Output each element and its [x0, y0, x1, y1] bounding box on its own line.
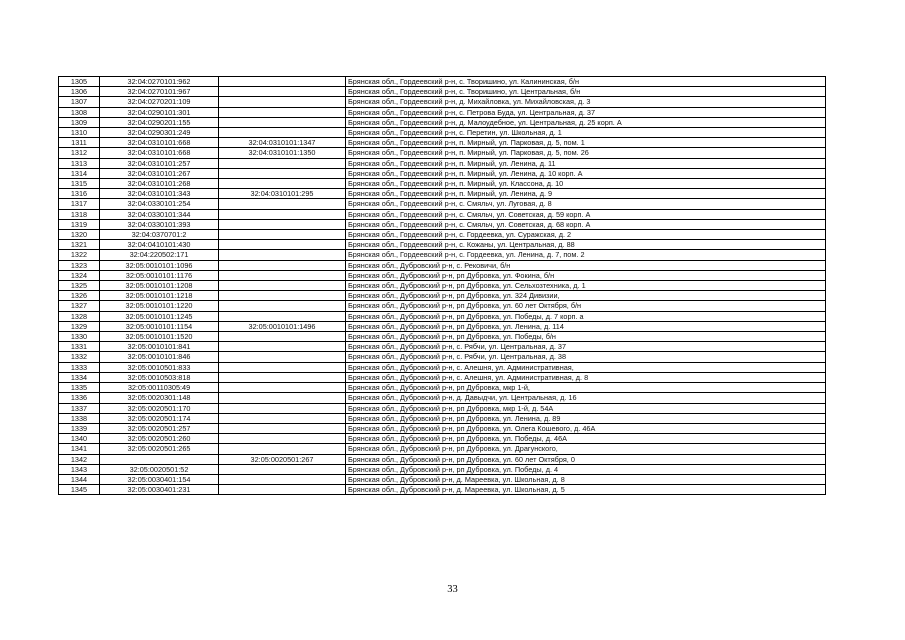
row-number-cell: 1324: [59, 270, 100, 280]
address-cell: Брянская обл., Гордеевский р-н, с. Петрова Буда, ул. Центральная, д. 37: [346, 107, 826, 117]
cadastral-number-cell: 32:05:0020501:174: [100, 413, 219, 423]
row-number-cell: 1306: [59, 87, 100, 97]
address-cell: Брянская обл., Дубровский р-н, рп Дубровка, ул. Ленина, д. 114: [346, 321, 826, 331]
cadastral-number-cell: 32:05:0010101:1096: [100, 260, 219, 270]
cadastral-number-cell: 32:05:0020501:170: [100, 403, 219, 413]
secondary-cadastral-number-cell: [219, 485, 346, 495]
row-number-cell: 1343: [59, 464, 100, 474]
row-number-cell: 1340: [59, 434, 100, 444]
table-row: [59, 199, 826, 209]
cadastral-number-cell: 32:04:0310101:343: [100, 189, 219, 199]
cadastral-number-cell: 32:04:0330101:393: [100, 219, 219, 229]
cadastral-number-cell: 32:05:0010503:818: [100, 372, 219, 382]
table-row: [59, 219, 826, 229]
address-cell: Брянская обл., Гордеевский р-н, п. Мирный, ул. Ленина, д. 11: [346, 158, 826, 168]
row-number-cell: 1318: [59, 209, 100, 219]
cadastral-number-cell: 32:04:0370701:2: [100, 230, 219, 240]
table-row: [59, 362, 826, 372]
cadastral-number-cell: 32:04:0310101:668: [100, 138, 219, 148]
cadastral-number-cell: 32:05:0010101:1218: [100, 291, 219, 301]
address-cell: Брянская обл., Гордеевский р-н, с. Творишино, ул. Калининская, б/н: [346, 77, 826, 87]
secondary-cadastral-number-cell: [219, 219, 346, 229]
address-cell: Брянская обл., Гордеевский р-н, п. Мирный, ул. Ленина, д. 10 корп. А: [346, 168, 826, 178]
row-number-cell: 1338: [59, 413, 100, 423]
row-number-cell: 1305: [59, 77, 100, 87]
cadastral-number-cell: 32:05:0010101:1520: [100, 332, 219, 342]
address-cell: Брянская обл., Дубровский р-н, рп Дубровка, ул. Сельхозтехника, д. 1: [346, 281, 826, 291]
table-row: [59, 97, 826, 107]
address-cell: Брянская обл., Гордеевский р-н, д. Малоудебное, ул. Центральная, д. 25 корп. А: [346, 117, 826, 127]
table-row: [59, 209, 826, 219]
address-cell: Брянская обл., Дубровский р-н, рп Дубровка, ул. Победы, б/н: [346, 332, 826, 342]
secondary-cadastral-number-cell: [219, 403, 346, 413]
cadastral-number-cell: 32:05:0010101:1154: [100, 321, 219, 331]
secondary-cadastral-number-cell: [219, 199, 346, 209]
secondary-cadastral-number-cell: [219, 117, 346, 127]
secondary-cadastral-number-cell: [219, 168, 346, 178]
secondary-cadastral-number-cell: [219, 352, 346, 362]
cadastral-number-cell: 32:04:0290201:155: [100, 117, 219, 127]
secondary-cadastral-number-cell: [219, 413, 346, 423]
secondary-cadastral-number-cell: [219, 260, 346, 270]
address-cell: Брянская обл., Гордеевский р-н, с. Кожаны, ул. Центральная, д. 88: [346, 240, 826, 250]
address-cell: Брянская обл., Дубровский р-н, с. Рябчи, ул. Центральная, д. 38: [346, 352, 826, 362]
secondary-cadastral-number-cell: [219, 434, 346, 444]
cadastral-number-cell: 32:05:0010101:841: [100, 342, 219, 352]
secondary-cadastral-number-cell: [219, 372, 346, 382]
secondary-cadastral-number-cell: [219, 444, 346, 454]
row-number-cell: 1331: [59, 342, 100, 352]
address-cell: Брянская обл., Дубровский р-н, д. Давыдчи, ул. Центральная, д. 16: [346, 393, 826, 403]
table-row: [59, 179, 826, 189]
row-number-cell: 1334: [59, 372, 100, 382]
address-cell: Брянская обл., Дубровский р-н, рп Дубровка, ул. 60 лет Октября, б/н: [346, 301, 826, 311]
address-cell: Брянская обл., Дубровский р-н, рп Дубровка, ул. Ленина, д. 89: [346, 413, 826, 423]
row-number-cell: 1337: [59, 403, 100, 413]
row-number-cell: 1314: [59, 168, 100, 178]
address-cell: Брянская обл., Гордеевский р-н, с. Перетин, ул. Школьная, д. 1: [346, 128, 826, 138]
table-row: [59, 138, 826, 148]
row-number-cell: 1332: [59, 352, 100, 362]
address-cell: Брянская обл., Гордеевский р-н, д. Михайловка, ул. Михайловская, д. 3: [346, 97, 826, 107]
cadastral-number-cell: 32:05:0020501:52: [100, 464, 219, 474]
cadastral-number-cell: 32:05:0010501:833: [100, 362, 219, 372]
table-row: [59, 240, 826, 250]
secondary-cadastral-number-cell: 32:04:0310101:295: [219, 189, 346, 199]
secondary-cadastral-number-cell: [219, 311, 346, 321]
secondary-cadastral-number-cell: [219, 281, 346, 291]
table-row: [59, 352, 826, 362]
address-cell: Брянская обл., Дубровский р-н, рп Дубровка, ул. Олега Кошевого, д. 46А: [346, 423, 826, 433]
address-cell: Брянская обл., Дубровский р-н, рп Дубровка, ул. Драгунского,: [346, 444, 826, 454]
row-number-cell: 1307: [59, 97, 100, 107]
cadastral-number-cell: 32:05:0020501:257: [100, 423, 219, 433]
address-cell: Брянская обл., Дубровский р-н, д. Мареевка, ул. Школьная, д. 5: [346, 485, 826, 495]
cadastral-number-cell: 32:04:0290301:249: [100, 128, 219, 138]
secondary-cadastral-number-cell: 32:05:0020501:267: [219, 454, 346, 464]
table-row: [59, 332, 826, 342]
table-row: [59, 250, 826, 260]
row-number-cell: 1315: [59, 179, 100, 189]
cadastral-number-cell: 32:05:0020501:265: [100, 444, 219, 454]
secondary-cadastral-number-cell: [219, 332, 346, 342]
table-row: [59, 281, 826, 291]
row-number-cell: 1322: [59, 250, 100, 260]
row-number-cell: 1311: [59, 138, 100, 148]
secondary-cadastral-number-cell: [219, 97, 346, 107]
table-row: [59, 230, 826, 240]
secondary-cadastral-number-cell: 32:04:0310101:1350: [219, 148, 346, 158]
cadastral-number-cell: 32:04:0310101:268: [100, 179, 219, 189]
address-cell: Брянская обл., Гордеевский р-н, п. Мирный, ул. Парковая, д. 5, пом. 26: [346, 148, 826, 158]
address-cell: Брянская обл., Гордеевский р-н, с. Творишино, ул. Центральная, б/н: [346, 87, 826, 97]
address-cell: Брянская обл., Дубровский р-н, рп Дубровка, ул. Фокина, б/н: [346, 270, 826, 280]
cadastral-number-cell: [100, 454, 219, 464]
address-cell: Брянская обл., Гордеевский р-н, с. Гордеевка, ул. Ленина, д. 7, пом. 2: [346, 250, 826, 260]
secondary-cadastral-number-cell: 32:04:0310101:1347: [219, 138, 346, 148]
row-number-cell: 1312: [59, 148, 100, 158]
cadastral-number-cell: 32:05:0020501:260: [100, 434, 219, 444]
address-cell: Брянская обл., Дубровский р-н, рп Дубровка, ул. Победы, д. 46А: [346, 434, 826, 444]
property-registry-table: [58, 76, 826, 495]
secondary-cadastral-number-cell: [219, 128, 346, 138]
row-number-cell: 1319: [59, 219, 100, 229]
secondary-cadastral-number-cell: [219, 393, 346, 403]
cadastral-number-cell: 32:04:0290101:301: [100, 107, 219, 117]
cadastral-number-cell: 32:04:0270101:967: [100, 87, 219, 97]
secondary-cadastral-number-cell: [219, 158, 346, 168]
row-number-cell: 1342: [59, 454, 100, 464]
table-row: [59, 301, 826, 311]
secondary-cadastral-number-cell: [219, 240, 346, 250]
cadastral-number-cell: 32:04:220502:171: [100, 250, 219, 260]
table-row: [59, 464, 826, 474]
cadastral-number-cell: 32:04:0310101:267: [100, 168, 219, 178]
address-cell: Брянская обл., Дубровский р-н, рп Дубровка, ул. 324 Дивизии,: [346, 291, 826, 301]
row-number-cell: 1345: [59, 485, 100, 495]
secondary-cadastral-number-cell: [219, 464, 346, 474]
cadastral-number-cell: 32:05:0030401:154: [100, 474, 219, 484]
secondary-cadastral-number-cell: [219, 179, 346, 189]
cadastral-number-cell: 32:05:0010101:846: [100, 352, 219, 362]
cadastral-number-cell: 32:04:0330101:254: [100, 199, 219, 209]
table-row: [59, 77, 826, 87]
secondary-cadastral-number-cell: [219, 291, 346, 301]
table-row: [59, 444, 826, 454]
table-row: [59, 485, 826, 495]
address-cell: Брянская обл., Гордеевский р-н, с. Смяльч, ул. Советская, д. 68 корп. А: [346, 219, 826, 229]
cadastral-number-cell: 32:05:0030401:231: [100, 485, 219, 495]
secondary-cadastral-number-cell: [219, 383, 346, 393]
row-number-cell: 1320: [59, 230, 100, 240]
row-number-cell: 1339: [59, 423, 100, 433]
secondary-cadastral-number-cell: [219, 209, 346, 219]
table-row: [59, 260, 826, 270]
cadastral-number-cell: 32:05:0020301:148: [100, 393, 219, 403]
cadastral-number-cell: 32:04:0410101:430: [100, 240, 219, 250]
secondary-cadastral-number-cell: [219, 301, 346, 311]
cadastral-number-cell: 32:04:0270101:962: [100, 77, 219, 87]
table-row: [59, 270, 826, 280]
cadastral-number-cell: 32:04:0310101:668: [100, 148, 219, 158]
row-number-cell: 1310: [59, 128, 100, 138]
secondary-cadastral-number-cell: [219, 342, 346, 352]
address-cell: Брянская обл., Гордеевский р-н, п. Мирный, ул. Парковая, д. 5, пом. 1: [346, 138, 826, 148]
table-row: [59, 148, 826, 158]
cadastral-number-cell: 32:04:0270201:109: [100, 97, 219, 107]
table-row: [59, 311, 826, 321]
table-row: [59, 342, 826, 352]
table-row: [59, 454, 826, 464]
secondary-cadastral-number-cell: [219, 362, 346, 372]
row-number-cell: 1329: [59, 321, 100, 331]
cadastral-number-cell: 32:05:0010101:1245: [100, 311, 219, 321]
table-row: [59, 474, 826, 484]
table-row: [59, 128, 826, 138]
row-number-cell: 1341: [59, 444, 100, 454]
row-number-cell: 1327: [59, 301, 100, 311]
table-row: [59, 291, 826, 301]
table-row: [59, 434, 826, 444]
table-row: [59, 117, 826, 127]
address-cell: Брянская обл., Дубровский р-н, д. Мареевка, ул. Школьная, д. 8: [346, 474, 826, 484]
row-number-cell: 1335: [59, 383, 100, 393]
table-row: [59, 321, 826, 331]
address-cell: Брянская обл., Дубровский р-н, рп Дубровка, ул. 60 лет Октября, 0: [346, 454, 826, 464]
table-row: [59, 383, 826, 393]
row-number-cell: 1309: [59, 117, 100, 127]
table-body: [59, 77, 826, 495]
table-row: [59, 87, 826, 97]
row-number-cell: 1326: [59, 291, 100, 301]
address-cell: Брянская обл., Дубровский р-н, с. Рябчи, ул. Центральная, д. 37: [346, 342, 826, 352]
address-cell: Брянская обл., Дубровский р-н, с. Рековичи, б/н: [346, 260, 826, 270]
address-cell: Брянская обл., Дубровский р-н, рп Дубровка, мкр 1-й, д. 54А: [346, 403, 826, 413]
table-row: [59, 189, 826, 199]
table-row: [59, 413, 826, 423]
table-row: [59, 168, 826, 178]
address-cell: Брянская обл., Дубровский р-н, с. Алешня, ул. Административная,: [346, 362, 826, 372]
address-cell: Брянская обл., Дубровский р-н, рп Дубровка, ул. Победы, д. 4: [346, 464, 826, 474]
secondary-cadastral-number-cell: [219, 270, 346, 280]
secondary-cadastral-number-cell: [219, 250, 346, 260]
row-number-cell: 1321: [59, 240, 100, 250]
table-row: [59, 372, 826, 382]
address-cell: Брянская обл., Гордеевский р-н, с. Смяльч, ул. Советская, д. 59 корп. А: [346, 209, 826, 219]
row-number-cell: 1330: [59, 332, 100, 342]
row-number-cell: 1316: [59, 189, 100, 199]
address-cell: Брянская обл., Дубровский р-н, рп Дубровка, ул. Победы, д. 7 корп. а: [346, 311, 826, 321]
cadastral-number-cell: 32:05:00110305:49: [100, 383, 219, 393]
secondary-cadastral-number-cell: [219, 474, 346, 484]
row-number-cell: 1308: [59, 107, 100, 117]
row-number-cell: 1325: [59, 281, 100, 291]
row-number-cell: 1328: [59, 311, 100, 321]
secondary-cadastral-number-cell: [219, 87, 346, 97]
row-number-cell: 1323: [59, 260, 100, 270]
address-cell: Брянская обл., Гордеевский р-н, с. Гордеевка, ул. Суражская, д. 2: [346, 230, 826, 240]
cadastral-number-cell: 32:04:0330101:344: [100, 209, 219, 219]
row-number-cell: 1317: [59, 199, 100, 209]
table-row: [59, 423, 826, 433]
secondary-cadastral-number-cell: [219, 230, 346, 240]
address-cell: Брянская обл., Гордеевский р-н, с. Смяльч, ул. Луговая, д. 8: [346, 199, 826, 209]
cadastral-number-cell: 32:05:0010101:1208: [100, 281, 219, 291]
address-cell: Брянская обл., Гордеевский р-н, п. Мирный, ул. Ленина, д. 9: [346, 189, 826, 199]
secondary-cadastral-number-cell: [219, 423, 346, 433]
secondary-cadastral-number-cell: [219, 77, 346, 87]
secondary-cadastral-number-cell: 32:05:0010101:1496: [219, 321, 346, 331]
table-row: [59, 403, 826, 413]
table-row: [59, 158, 826, 168]
row-number-cell: 1333: [59, 362, 100, 372]
row-number-cell: 1313: [59, 158, 100, 168]
row-number-cell: 1344: [59, 474, 100, 484]
table-row: [59, 107, 826, 117]
address-cell: Брянская обл., Дубровский р-н, рп Дубровка, мкр 1-й,: [346, 383, 826, 393]
table-row: [59, 393, 826, 403]
cadastral-number-cell: 32:04:0310101:257: [100, 158, 219, 168]
cadastral-number-cell: 32:05:0010101:1176: [100, 270, 219, 280]
row-number-cell: 1336: [59, 393, 100, 403]
cadastral-number-cell: 32:05:0010101:1220: [100, 301, 219, 311]
page-number: 33: [447, 584, 458, 595]
secondary-cadastral-number-cell: [219, 107, 346, 117]
address-cell: Брянская обл., Дубровский р-н, с. Алешня, ул. Административная, д. 8: [346, 372, 826, 382]
address-cell: Брянская обл., Гордеевский р-н, п. Мирный, ул. Классона, д. 10: [346, 179, 826, 189]
